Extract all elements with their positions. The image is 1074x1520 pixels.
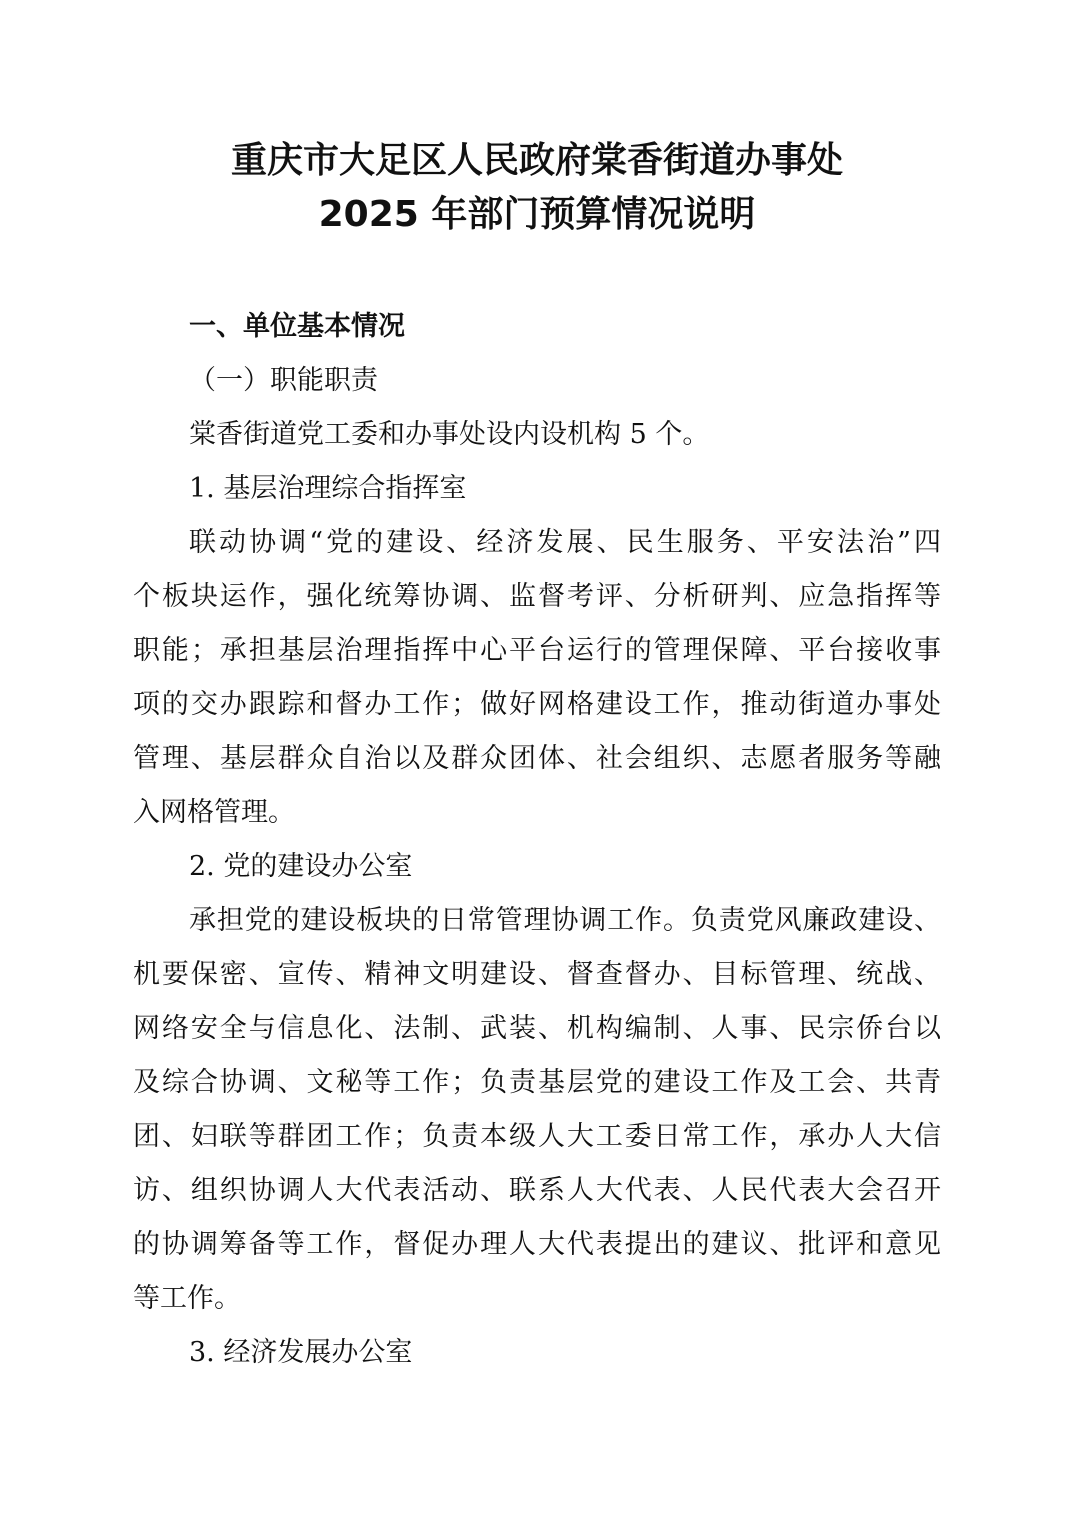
paragraph-line: 机要保密、宣传、精神文明建设、督查督办、目标管理、统战、 — [133, 959, 941, 990]
paragraph-line: 团、妇联等群团工作；负责本级人大工委日常工作，承办人大信 — [133, 1121, 941, 1152]
subsection-heading: （一）职能职责 — [189, 365, 378, 396]
paragraph-line: 个板块运作，强化统筹协调、监督考评、分析研判、应急指挥等 — [133, 581, 941, 612]
paragraph-line: 联动协调“党的建设、经济发展、民生服务、平安法治”四 — [189, 527, 941, 558]
paragraph-line: 入网格管理。 — [133, 797, 295, 828]
paragraph-line: 职能；承担基层治理指挥中心平台运行的管理保障、平台接收事 — [133, 635, 941, 666]
paragraph-line: 项的交办跟踪和督办工作；做好网格建设工作，推动街道办事处 — [133, 689, 941, 720]
paragraph-line: 等工作。 — [133, 1283, 241, 1314]
paragraph-line: 及综合协调、文秘等工作；负责基层党的建设工作及工会、共青 — [133, 1067, 941, 1098]
paragraph-line: 管理、基层群众自治以及群众团体、社会组织、志愿者服务等融 — [133, 743, 941, 774]
paragraph-line: 访、组织协调人大代表活动、联系人大代表、人民代表大会召开 — [133, 1175, 941, 1206]
paragraph-line: 的协调筹备等工作，督促办理人大代表提出的建议、批评和意见 — [133, 1229, 941, 1260]
item-heading-3: 3. 经济发展办公室 — [189, 1337, 413, 1368]
document-title-line-1: 重庆市大足区人民政府棠香街道办事处 — [230, 140, 843, 181]
item-heading-2: 2. 党的建设办公室 — [189, 851, 413, 882]
document-title-line-2: 2025 年部门预算情况说明 — [318, 194, 756, 235]
intro-paragraph: 棠香街道党工委和办事处设内设机构 5 个。 — [189, 419, 710, 450]
section-heading: 一、单位基本情况 — [189, 311, 405, 342]
item-heading-1: 1. 基层治理综合指挥室 — [189, 473, 467, 504]
paragraph-line: 承担党的建设板块的日常管理协调工作。负责党风廉政建设、 — [189, 905, 941, 936]
paragraph-line: 网络安全与信息化、法制、武装、机构编制、人事、民宗侨台以 — [133, 1013, 941, 1044]
